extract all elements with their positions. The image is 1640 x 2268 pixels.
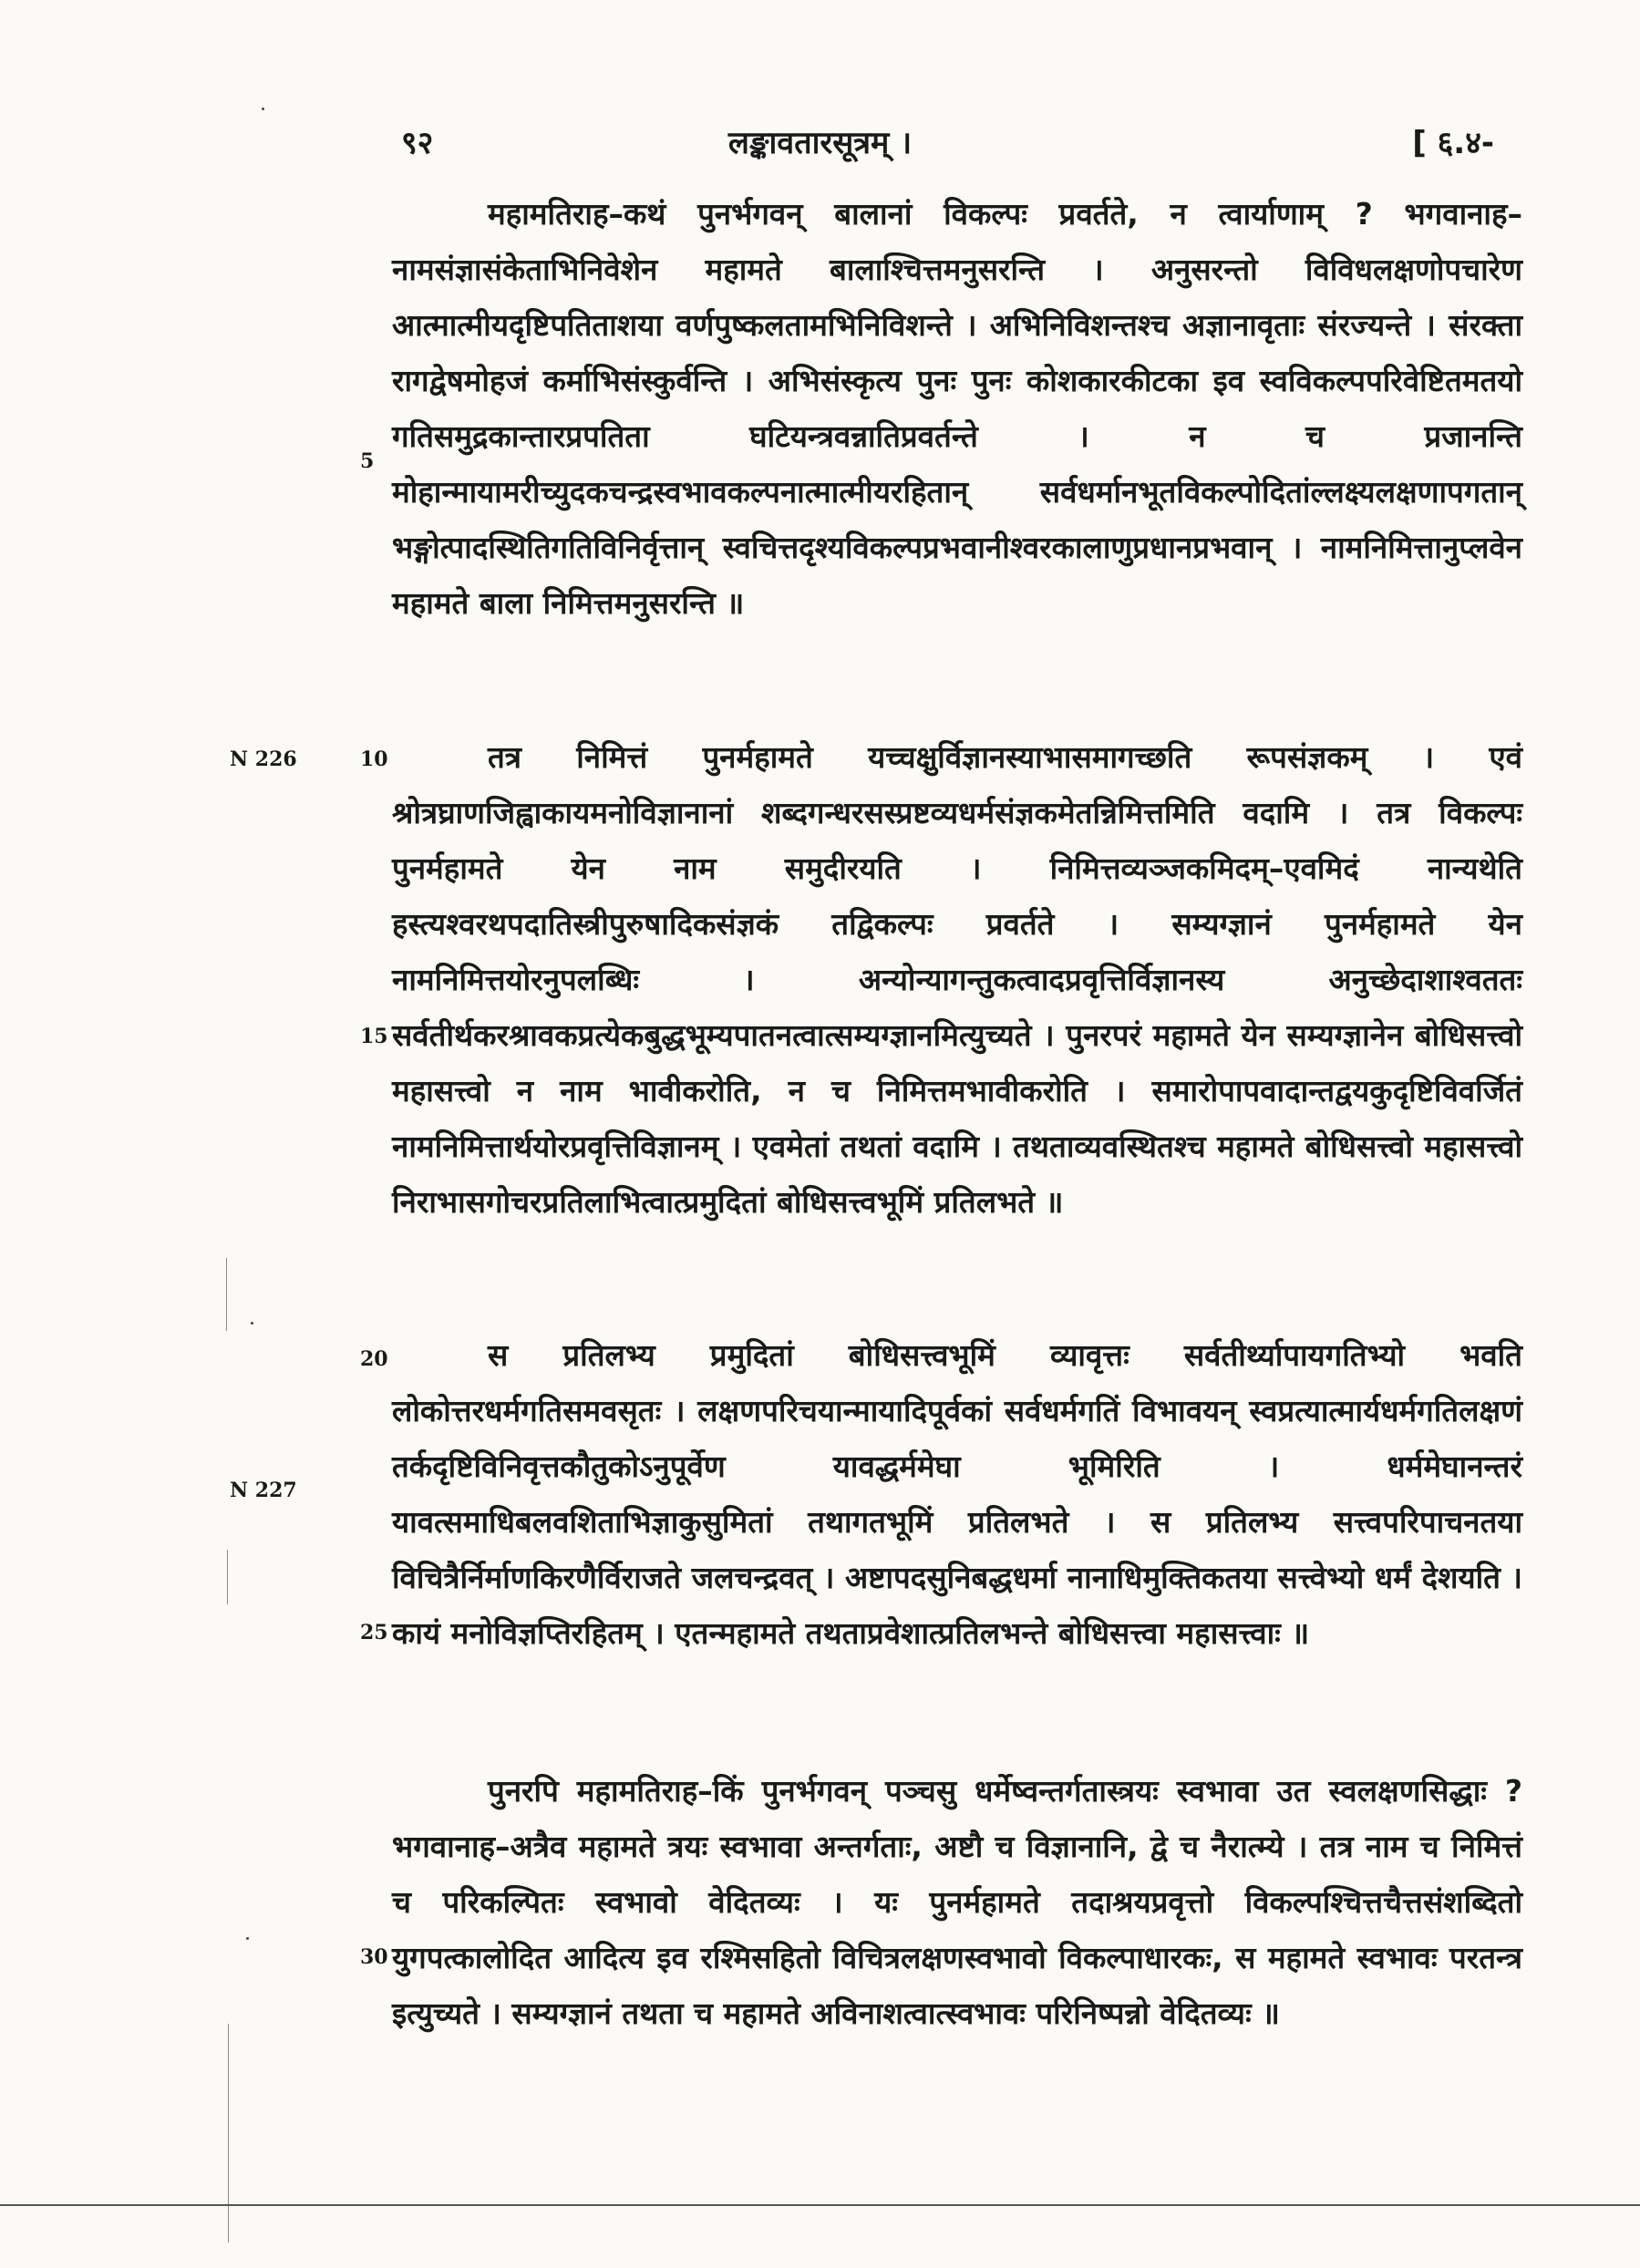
paragraph-4 — [392, 1763, 1522, 2041]
page-number: ९२ — [401, 125, 434, 161]
page-bottom-rule — [0, 2204, 1640, 2206]
scan-edge-mark — [226, 1258, 227, 1331]
paragraph-3 — [392, 1327, 1522, 1661]
line-number-25: 25 — [360, 1621, 388, 1644]
paragraph-text: स प्रतिलभ्य प्रमुदितां बोधिसत्त्वभूमिं व्यावृत्तः सर्वतीर्थ्यापायगतिभ्यो भवति लोकोत्तरधर्मगतिसमवसृतः । लक्षणपरिचयान्मायादिपूर्वकां सर्वधर्मगतिं विभावयन् स्वप्रत्यात्मार्यधर्मगतिलक्षणं तर्कदृष्टिविनिवृत्तकौतुकोऽनुपूर्वेण यावद्धर्ममेघा भूमिरिति । धर्ममेघानन्तरं यावत्समाधिबलवशिताभिज्ञाकुसुमितां तथागतभूमिं प्रतिलभते । स प्रतिलभ्य सत्त्वपरिपाचनतया विचित्रैर्निर्माणकिरणैर्विराजते जलचन्द्रवत् । अष्टापदसुनिबद्धधर्मा नानाधिमुक्तिकतया सत्त्वेभ्यो धर्मं देशयति । कायं मनोविज्ञप्तिरहितम् । एतन्महामते तथताप्रवेशात्प्रतिलभन्ते बोधिसत्त्वा महासत्त्वाः ॥ — [392, 1337, 1522, 1651]
page-header — [0, 109, 1640, 164]
line-number-20: 20 — [360, 1347, 388, 1371]
margin-note-n226: N 226 — [230, 747, 297, 771]
line-number-5: 5 — [360, 449, 375, 473]
paragraph-text: तत्र निमित्तं पुनर्महामते यच्चक्षुर्विज्ञानस्याभासमागच्छति रूपसंज्ञकम् । एवं श्रोत्रघ्राणजिह्वाकायमनोविज्ञानानां शब्दगन्धरसस्प्रष्टव्यधर्मसंज्ञकमेतन्निमित्तमिति वदामि । तत्र विकल्पः पुनर्महामते येन नाम समुदीरयति । निमित्तव्यञ्जकमिदम्–एवमिदं नान्यथेति हस्त्यश्वरथपदातिस्त्रीपुरुषादिकसंज्ञकं तद्विकल्पः प्रवर्तते । सम्यग्ज्ञानं पुनर्महामते येन नामनिमित्तयोरनुपलब्धिः । अन्योन्यागन्तुकत्वादप्रवृत्तिर्विज्ञानस्य अनुच्छेदाशाश्वततः सर्वतीर्थकरश्रावकप्रत्येकबुद्धभूम्यपातनत्वात्सम्यग्ज्ञानमित्युच्यते । पुनरपरं महामते येन सम्यग्ज्ञानेन बोधिसत्त्वो महासत्त्वो न नाम भावीकरोति, न च निमित्तमभावीकरोति । समारोपापवादान्तद्वयकुदृष्टिविवर्जितं नामनिमित्तार्थयोरप्रवृत्तिविज्ञानम् । एवमेतां तथतां वदामि । तथताव्यवस्थितश्च महामते बोधिसत्त्वो महासत्त्वो निराभासगोचरप्रतिलाभित्वात्प्रमुदितां बोधिसत्त्वभूमिं प्रतिलभते ॥ — [392, 739, 1522, 1220]
paragraph-2 — [392, 729, 1522, 1230]
line-number-30: 30 — [360, 1945, 388, 1969]
scan-edge-mark — [227, 1550, 228, 1604]
section-reference: [ ६.४- — [1412, 125, 1494, 161]
paragraph-text: पुनरपि महामतिराह–किं पुनर्भगवन् पञ्चसु धर्मेष्वन्तर्गतास्त्रयः स्वभावा उत स्वलक्षणसिद्धाः ? भगवानाह–अत्रैव महामते त्रयः स्वभावा अन्तर्गताः, अष्टौ च विज्ञानानि, द्वे च नैरात्म्ये । तत्र नाम च निमित्तं च परिकल्पितः स्वभावो वेदितव्यः । यः पुनर्महामते तदाश्रयप्रवृत्तो विकल्पश्चित्तचैत्तसंशब्दितो युगपत्कालोदित आदित्य इव रश्मिसहितो विचित्रलक्षणस्वभावो विकल्पाधारकः, स महामते स्वभावः परतन्त्र इत्युच्यते । सम्यग्ज्ञानं तथता च महामते अविनाशत्वात्स्वभावः परिनिष्पन्नो वेदितव्यः ॥ — [392, 1773, 1522, 2031]
running-title: लङ्कावतारसूत्रम् । — [727, 125, 913, 161]
line-number-10: 10 — [360, 747, 388, 771]
line-number-15: 15 — [360, 1025, 388, 1048]
scan-speck — [251, 1322, 253, 1325]
scan-speck — [262, 108, 264, 110]
margin-note-n227: N 227 — [230, 1479, 297, 1502]
scan-speck — [246, 1937, 249, 1940]
paragraph-text: महामतिराह–कथं पुनर्भगवन् बालानां विकल्पः प्रवर्तते, न त्वार्याणाम् ? भगवानाह–नामसंज्ञासंकेताभिनिवेशेन महामते बालाश्चित्तमनुसरन्ति । अनुसरन्तो विविधलक्षणोपचारेण आत्मात्मीयदृष्टिपतिताशया वर्णपुष्कलतामभिनिविशन्ते । अभिनिविशन्तश्च अज्ञानावृताः संरज्यन्ते । संरक्ता रागद्वेषमोहजं कर्माभिसंस्कुर्वन्ति । अभिसंस्कृत्य पुनः पुनः कोशकारकीटका इव स्वविकल्पपरिवेष्टितमतयो गतिसमुद्रकान्तारप्रपतिता घटियन्त्रवन्नातिप्रवर्तन्ते । न च प्रजानन्ति मोहान्मायामरीच्युदकचन्द्रस्वभावकल्पनात्मात्मीयरहितान् सर्वधर्मानभूतविकल्पोदितांल्लक्ष्यलक्षणापगतान् भङ्गोत्पादस्थितिगतिविनिर्वृत्तान् स्वचित्तदृश्यविकल्पप्रभवानीश्वरकालाणुप्रधानप्रभवान् । नामनिमित्तानुप्लवेन महामते बाला निमित्तमनुसरन्ति ॥ — [392, 196, 1522, 621]
paragraph-1 — [392, 186, 1522, 631]
scan-edge-mark — [228, 2024, 229, 2242]
